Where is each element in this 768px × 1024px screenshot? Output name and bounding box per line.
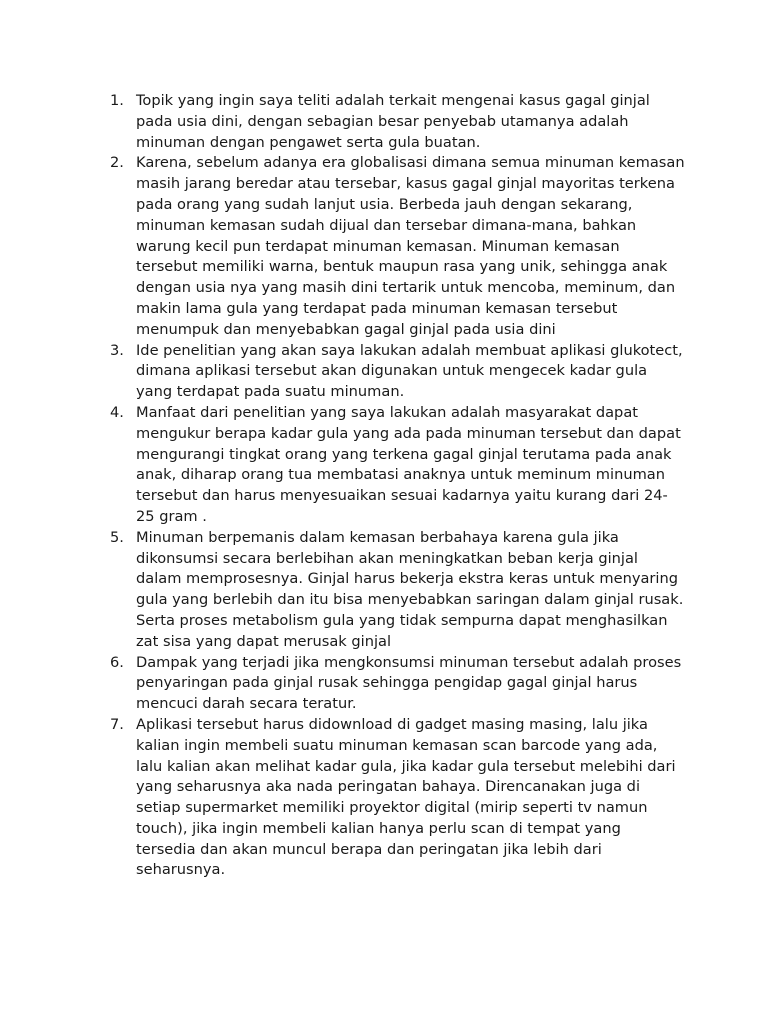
list-item-number: 5. [110,528,124,546]
list-item-number: 4. [110,403,124,421]
numbered-list [110,91,685,881]
list-item [110,528,685,653]
list-item [110,403,685,528]
list-item-text: Ide penelitian yang akan saya lakukan adalah membuat aplikasi glukotect, dimana aplikasi tersebut akan digunakan untuk mengecek kadar gula yang terdapat pada suatu minuman. [136,341,683,401]
list-item-text: Aplikasi tersebut harus didownload di gadget masing masing, lalu jika kalian ingin membeli suatu minuman kemasan scan barcode yang ada, lalu kalian akan melihat kadar gula, jika kadar gula tersebut melebihi dari yang seharusnya aka nada peringatan bahaya. Direncanakan juga di setiap supermarket memiliki proyektor digital (mirip seperti tv namun touch), jika ingin membeli kalian hanya perlu scan di tempat yang tersedia dan akan muncul berapa dan peringatan jika lebih dari seharusnya. [136,715,676,879]
list-item-number: 1. [110,92,124,109]
list-item-text: Dampak yang terjadi jika mengkonsumsi minuman tersebut adalah proses penyaringan pada ginjal rusak sehingga pengidap gagal ginjal harus mencuci darah secara teratur. [136,653,682,713]
list-item-number: 3. [110,341,124,359]
list-item-number: 7. [110,715,124,733]
list-item [110,153,685,340]
list-item-number: 2. [110,154,124,172]
list-item [110,91,685,153]
list-item-number: 6. [110,653,124,671]
list-item [110,653,685,715]
list-item-text: Karena, sebelum adanya era globalisasi dimana semua minuman kemasan masih jarang beredar atau tersebar, kasus gagal ginjal mayoritas terkena pada orang yang sudah lanjut usia. Berbeda jauh dengan sekarang, minuman kemasan sudah dijual dan tersebar dimana-mana, bahkan warung kecil pun terdapat minuman kemasan. Minuman kemasan tersebut memiliki warna, bentuk maupun rasa yang unik, sehingga anak dengan usia nya yang masih dini tertarik untuk mencoba, meminum, dan makin lama gula yang terdapat pada minuman kemasan tersebut menumpuk dan menyebabkan gagal ginjal pada usia dini [136,154,685,338]
list-item-text: Manfaat dari penelitian yang saya lakukan adalah masyarakat dapat mengukur berapa kadar gula yang ada pada minuman tersebut dan dapat mengurangi tingkat orang yang terkena gagal ginjal terutama pada anak anak, diharap orang tua membatasi anaknya untuk meminum minuman tersebut dan harus menyesuaikan sesuai kadarnya yaitu kurang dari 24-25 gram . [136,403,681,525]
list-item [110,715,685,881]
list-item-text: Topik yang ingin saya teliti adalah terkait mengenai kasus gagal ginjal pada usia dini, dengan sebagian besar penyebab utamanya adalah minuman dengan pengawet serta gula buatan. [136,92,650,151]
list-item [110,341,685,403]
list-item-text: Minuman berpemanis dalam kemasan berbahaya karena gula jika dikonsumsi secara berlebihan akan meningkatkan beban kerja ginjal dalam memprosesnya. Ginjal harus bekerja ekstra keras untuk menyaring gula yang berlebih dan itu bisa menyebabkan saringan dalam ginjal rusak. Serta proses metabolism gula yang tidak sempurna dapat menghasilkan zat sisa yang dapat merusak ginjal [136,528,684,650]
